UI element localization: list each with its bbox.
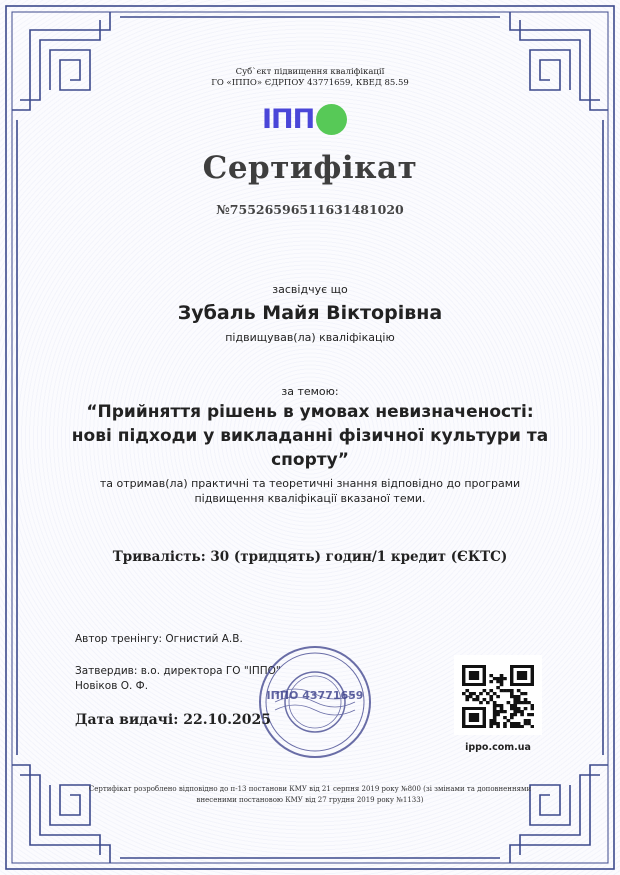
issuer-info: [0, 67, 620, 89]
website-url: ippo.com.ua: [465, 742, 531, 753]
topic-label: за темою:: [281, 385, 339, 398]
approved-by: [75, 664, 281, 694]
logo-dot-icon: [316, 104, 347, 135]
training-author: Автор тренінгу: Огнистий А.В.: [75, 633, 243, 645]
certificate-title: Сертифікат: [202, 150, 418, 186]
certificate-number: №75526596511631481020: [216, 202, 404, 217]
approved-line-2: Новіков О. Ф.: [75, 680, 149, 692]
recipient-name: Зубаль Майя Вікторівна: [177, 302, 443, 324]
qr-code-box: [454, 655, 542, 735]
stamp-text: ІППО 43771659: [266, 689, 364, 702]
certifies-text: засвідчує що: [272, 283, 348, 296]
received-line-1: та отримав(ла) практичні та теоретичні знання відповідно до програми: [99, 477, 521, 490]
topic-title: [0, 400, 620, 472]
qr-code: [462, 665, 534, 728]
ippo-logo: [262, 103, 358, 137]
issuer-line-2: ГО «ІППО» ЄДРПОУ 43771659, КВЕД 85.59: [211, 78, 409, 88]
footer-line-2: внесеними постановою КМУ від 27 грудня 2019 року №1133): [196, 796, 424, 804]
topic-line-3: спорту”: [271, 450, 349, 470]
received-line-2: підвищення кваліфікації вказаної теми.: [194, 492, 426, 505]
approved-line-1: Затвердив: в.о. директора ГО "ІППО": [75, 665, 281, 677]
issuer-line-1: Суб`єкт підвищення кваліфікації: [235, 67, 385, 77]
received-knowledge-text: [0, 476, 620, 506]
logo-text: ІПП: [262, 104, 315, 135]
topic-line-1: “Прийняття рішень в умовах невизначеності:: [86, 402, 534, 422]
issue-date: Дата видачі: 22.10.2025: [75, 712, 271, 728]
footer-line-1: Сертифікат розроблено відповідно до п-13 постанови КМУ від 21 серпня 2019 року №800 (зі змінами та доповненнями: [88, 785, 532, 793]
raised-qualification-text: підвищував(ла) кваліфікацію: [225, 331, 395, 344]
topic-line-2: нові підходи у викладанні фізичної культури та: [71, 426, 549, 446]
duration-text: Тривалість: 30 (тридцять) годин/1 кредит (ЄКТС): [112, 549, 508, 565]
legal-footer: [0, 784, 620, 806]
official-stamp: [255, 642, 375, 762]
